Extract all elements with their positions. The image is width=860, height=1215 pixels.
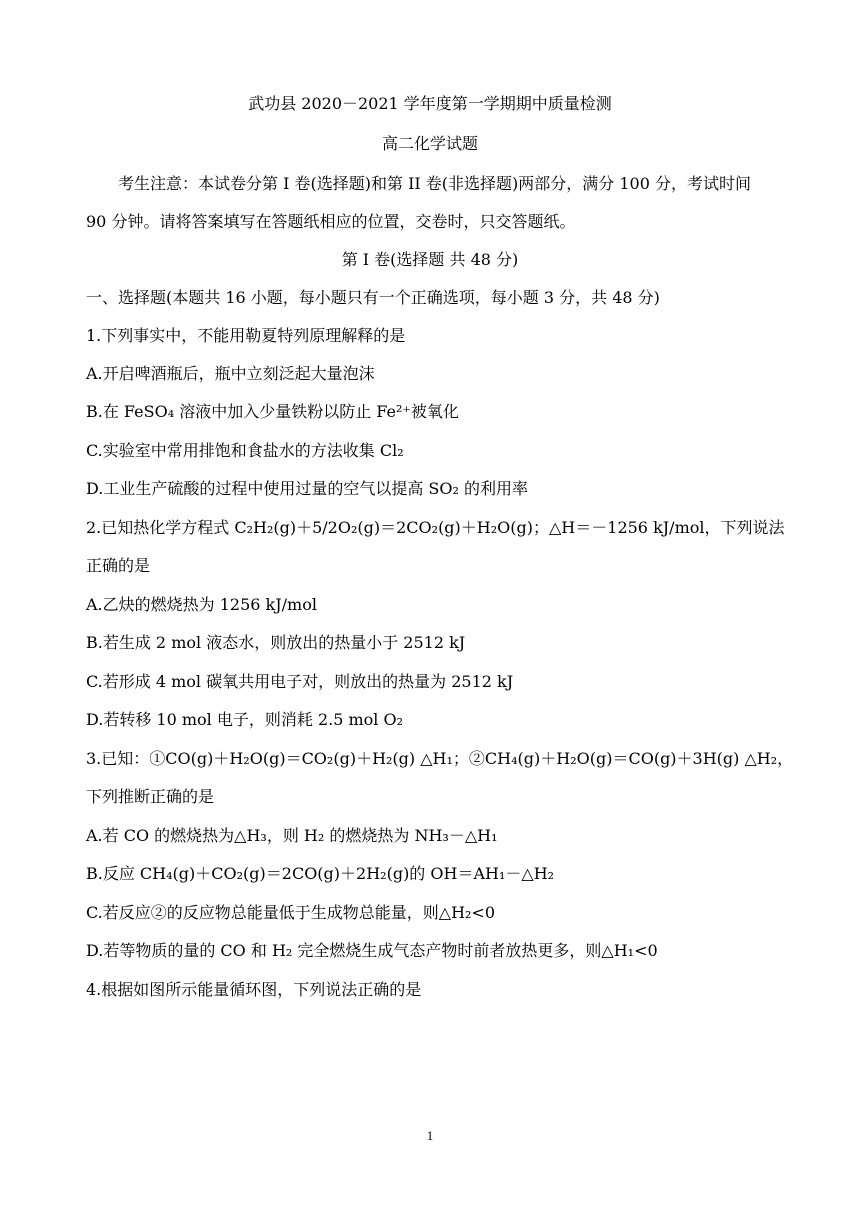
question-3-stem-line-2: 下列推断正确的是: [86, 787, 215, 806]
page-number: 1: [426, 1128, 434, 1143]
section-instructions: 一、选择题(本题共 16 小题，每小题只有一个正确选项，每小题 3 分，共 48 分): [86, 288, 660, 307]
question-3-stem-line-1: 3.已知：①CO(g)＋H₂O(g)＝CO₂(g)＋H₂(g) △H₁；②CH₄(g)＋H₂O(g)＝CO(g)＋3H(g) △H₂，: [86, 749, 794, 768]
section-title: 第 I 卷(选择题 共 48 分): [341, 250, 519, 269]
question-4-stem: 4.根据如图所示能量循环图，下列说法正确的是: [86, 980, 422, 999]
question-1-option-c: C.实验室中常用排饱和食盐水的方法收集 Cl₂: [86, 441, 404, 460]
question-1-option-a: A.开启啤酒瓶后，瓶中立刻泛起大量泡沫: [86, 364, 375, 383]
notice-line-2: 90 分钟。请将答案填写在答题纸相应的位置，交卷时，只交答题纸。: [86, 212, 576, 231]
question-1-stem: 1.下列事实中，不能用勒夏特列原理解释的是: [86, 326, 406, 345]
question-2-option-c: C.若形成 4 mol 碳氧共用电子对，则放出的热量为 2512 kJ: [86, 672, 514, 691]
question-2-option-b: B.若生成 2 mol 液态水，则放出的热量小于 2512 kJ: [86, 633, 466, 652]
exam-subtitle: 高二化学试题: [381, 134, 478, 153]
exam-title: 武功县 2020－2021 学年度第一学期期中质量检测: [248, 94, 612, 113]
notice-line-1: 考生注意：本试卷分第 I 卷(选择题)和第 II 卷(非选择题)两部分，满分 100 分，考试时间: [118, 174, 751, 193]
question-3-option-a: A.若 CO 的燃烧热为△H₃，则 H₂ 的燃烧热为 NH₃－△H₁: [86, 826, 498, 845]
question-3-option-b: B.反应 CH₄(g)＋CO₂(g)＝2CO(g)＋2H₂(g)的 OH＝AH₁－△H₂: [86, 864, 555, 883]
question-2-stem-line-1: 2.已知热化学方程式 C₂H₂(g)＋5/2O₂(g)＝2CO₂(g)＋H₂O(g)；△H＝－1256 kJ/mol，下列说法: [86, 518, 785, 537]
question-3-option-c: C.若反应②的反应物总能量低于生成物总能量，则△H₂<0: [86, 903, 496, 922]
question-1-option-d: D.工业生产硫酸的过程中使用过量的空气以提高 SO₂ 的利用率: [86, 479, 529, 498]
question-3-option-d: D.若等物质的量的 CO 和 H₂ 完全燃烧生成气态产物时前者放热更多，则△H₁<0: [86, 941, 658, 960]
question-2-option-a: A.乙炔的燃烧热为 1256 kJ/mol: [86, 595, 317, 614]
question-2-option-d: D.若转移 10 mol 电子，则消耗 2.5 mol O₂: [86, 710, 404, 729]
question-2-stem-line-2: 正确的是: [86, 556, 151, 575]
question-1-option-b: B.在 FeSO₄ 溶液中加入少量铁粉以防止 Fe²⁺被氧化: [86, 402, 459, 421]
